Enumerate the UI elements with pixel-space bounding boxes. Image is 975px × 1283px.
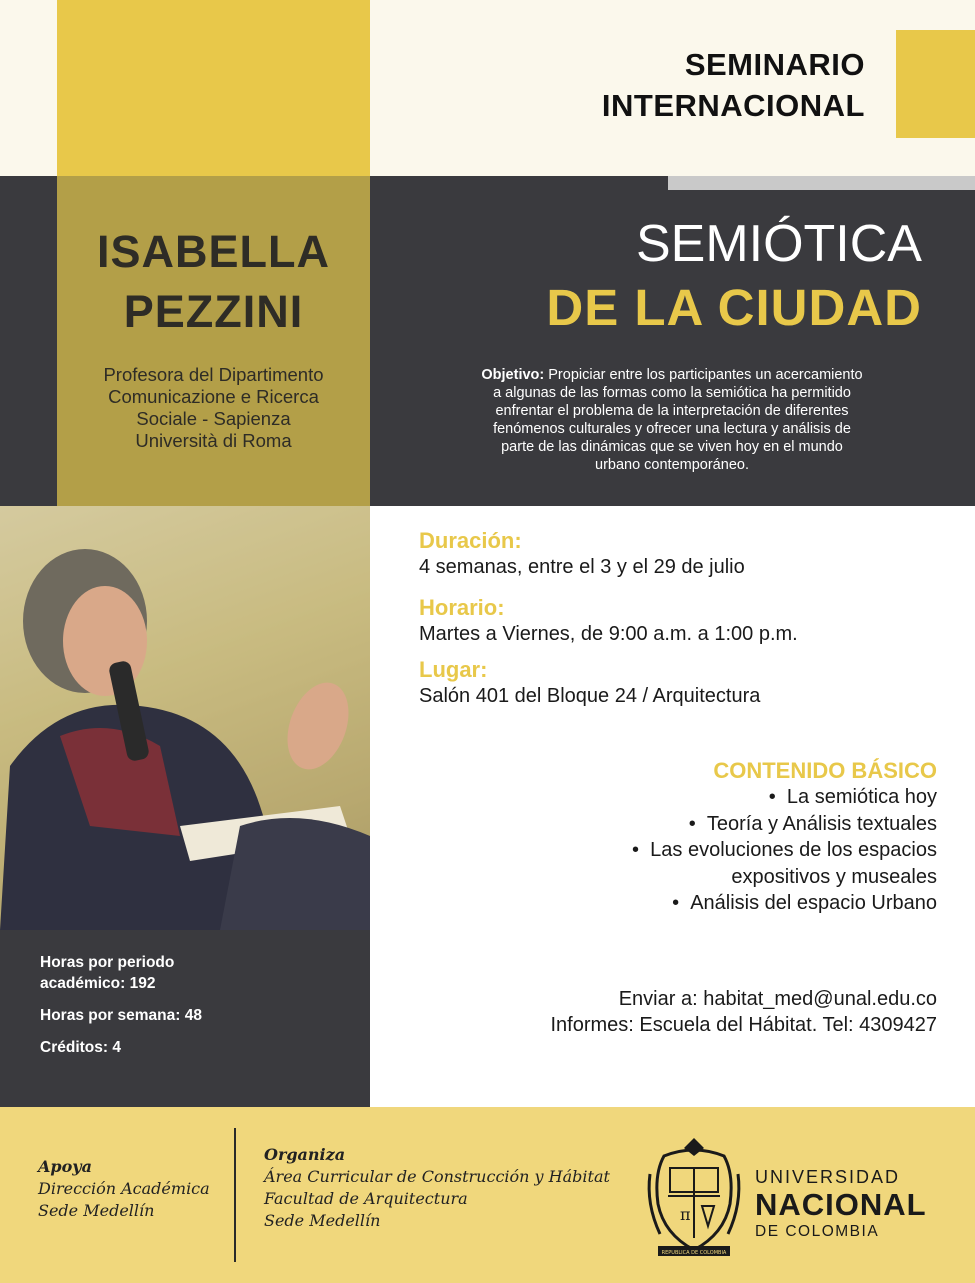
objective-line: fenómenos culturales y ofrecer una lectura y análisis de [493,421,851,437]
seminar-title [370,212,922,340]
affiliation-line: Sociale - Sapienza [136,408,291,429]
svg-text:π: π [680,1205,691,1224]
affiliation-line: Università di Roma [135,430,292,451]
speaker-photo [0,506,370,930]
title-line1: SEMIÓTICA [635,215,922,273]
speaker-name [57,222,370,342]
top-right-yellow-square [896,30,975,138]
objective-label: Objetivo: [481,367,545,383]
hours-period-line1: Horas por periodo [40,954,175,971]
university-name [755,1166,927,1242]
university-line1: UNIVERSIDAD [755,1167,901,1187]
content-item: • Teoría y Análisis textuales [688,812,937,835]
speaker-photo-illustration [0,506,370,930]
place-value: Salón 401 del Bloque 24 / Arquitectura [419,685,761,707]
university-crest [644,1134,744,1264]
header-title [602,44,865,126]
objective-line: urbano contemporáneo. [595,457,749,473]
title-line2: DE LA CIUDAD [546,279,922,336]
contact-info: Informes: Escuela del Hábitat. Tel: 4309427 [550,1014,937,1036]
contact-send[interactable]: Enviar a: habitat_med@unal.edu.co [618,988,937,1010]
hours-period-line2: académico: 192 [40,975,156,992]
organize-block [264,1144,610,1232]
affiliation-line: Profesora del Dipartimento [103,364,324,385]
contact-block [377,986,937,1038]
credits: Créditos: 4 [40,1039,121,1056]
objective-line: parte de las dinámicas que se viven hoy en el mundo [501,439,843,455]
content-item-continuation: expositivos y museales [731,865,937,888]
objective-line: enfrentar el problema de la interpretación de diferentes [495,403,849,419]
affiliation-line: Comunicazione e Ricerca [108,386,319,407]
content-item: • Las evoluciones de los espacios [632,839,937,861]
duration-label: Duración: [419,528,522,553]
content-block [417,758,937,917]
grey-accent-bar [668,176,975,190]
duration-value: 4 semanas, entre el 3 y el 29 de julio [419,556,745,578]
content-heading: CONTENIDO BÁSICO [713,758,937,783]
speaker-affiliation [57,364,370,452]
hours-week: Horas por semana: 48 [40,1007,202,1024]
content-item: • Análisis del espacio Urbano [672,892,937,914]
objective-line1 [400,366,944,384]
schedule-label: Horario: [419,595,505,620]
crest-icon [644,1134,744,1264]
schedule-value: Martes a Viernes, de 9:00 a.m. a 1:00 p.m. [419,623,798,645]
organize-line: Facultad de Arquitectura [264,1189,468,1208]
university-line2: NACIONAL [755,1187,927,1222]
content-item: • La semiótica hoy [768,786,937,808]
organize-line: Área Curricular de Construcción y Hábitat [264,1167,610,1186]
speaker-name-line1: ISABELLA [97,226,330,277]
objective-text: Propiciar entre los participantes un acercamiento [548,367,863,383]
footer-divider [234,1128,236,1262]
details-block [419,528,959,709]
support-label: Apoya [38,1157,92,1176]
header-line1: SEMINARIO [684,47,865,82]
speaker-name-line2: PEZZINI [123,286,304,337]
organize-line: Sede Medellín [264,1211,381,1230]
header-line2: INTERNACIONAL [601,88,865,123]
objective-block [400,366,944,474]
place-label: Lugar: [419,657,488,682]
svg-text:REPUBLICA DE COLOMBIA: REPUBLICA DE COLOMBIA [661,1250,727,1256]
top-left-yellow-band [57,0,370,176]
support-block [38,1156,210,1222]
objective-line: a algunas de las formas como la semiótica ha permitido [493,385,851,401]
university-line3: DE COLOMBIA [755,1223,880,1240]
hours-block [40,952,360,1058]
organize-label: Organiza [264,1145,346,1164]
support-line: Dirección Académica [38,1179,210,1198]
support-line: Sede Medellín [38,1201,155,1220]
